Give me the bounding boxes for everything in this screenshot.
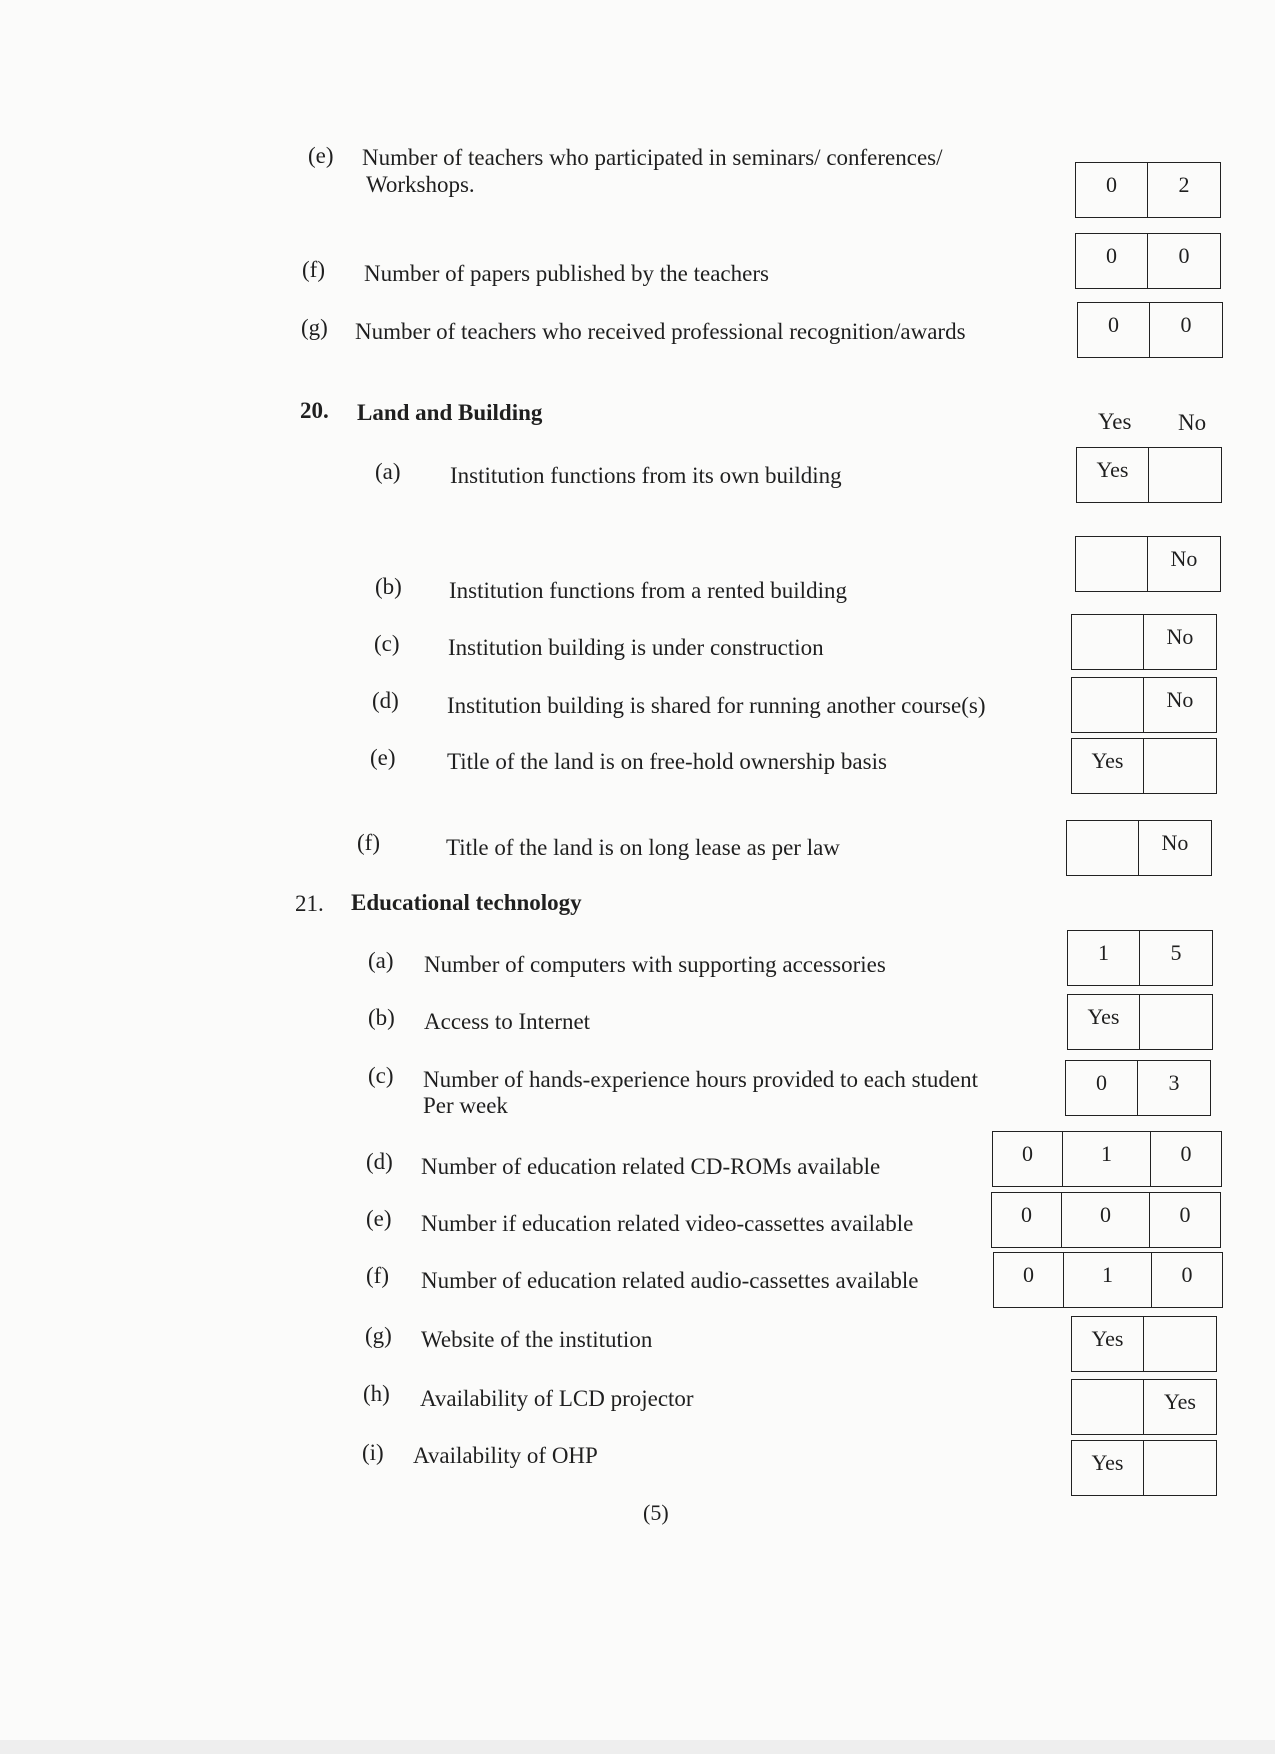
answer-cell: Yes [1077,448,1149,502]
q21-c-text: Number of hands-experience hours provided to each student [423,1067,979,1092]
q21-a-answer-boxes [1067,930,1213,986]
q21-d-label: (d) [366,1149,393,1174]
q20-e-answer-boxes [1071,738,1217,794]
answer-cell: Yes [1072,1441,1144,1495]
q21-i-answer-boxes [1071,1440,1217,1496]
q21-b-text: Access to Internet [424,1009,591,1034]
q21-h-label: (h) [363,1381,390,1406]
scan-edge [0,1740,1275,1754]
q19-g-label: (g) [301,315,328,340]
q20-f-text: Title of the land is on long lease as per law [446,835,840,860]
answer-cell: 5 [1170,940,1182,965]
answer-cell [1144,1317,1216,1371]
answer-cell: 0 [1062,1193,1150,1247]
q20-title: Land and Building [357,400,543,425]
answer-cell: 0 [1078,303,1150,357]
q21-g-text: Website of the institution [421,1327,653,1352]
q21-f-text: Number of education related audio-cassettes available [421,1268,919,1293]
q19-e-answer-boxes [1075,162,1221,218]
q21-h-text: Availability of LCD projector [420,1386,694,1411]
answer-cell [1149,448,1221,502]
q21-e-text: Number if education related video-cassettes available [421,1211,914,1236]
q21-a-label: (a) [368,948,394,973]
q20-b-text: Institution functions from a rented building [449,578,847,603]
answer-cell: No [1166,624,1194,649]
q20-e-label: (e) [370,745,396,770]
q20-a-text: Institution functions from its own building [450,463,842,488]
answer-cell [1144,739,1216,793]
answer-cell: Yes [1072,739,1144,793]
answer-cell: Yes [1068,995,1140,1049]
answer-cell [1144,1441,1216,1495]
q20-f-answer-boxes [1066,820,1212,876]
q19-g-answer-boxes [1077,302,1223,358]
q20-d-text: Institution building is shared for running another course(s) [447,693,986,718]
answer-cell: 1 [1064,1253,1152,1307]
q19-f-text: Number of papers published by the teachers [364,261,769,286]
q21-g-label: (g) [365,1323,392,1348]
q21-c-text-line2: Per week [423,1093,508,1118]
q20-c-label: (c) [374,631,400,656]
q20-d-label: (d) [372,688,399,713]
answer-cell [1072,1380,1144,1434]
q21-f-answer-boxes [993,1252,1223,1308]
answer-cell: 1 [1063,1132,1151,1186]
q20-b-label: (b) [375,574,402,599]
q21-b-answer-boxes [1067,994,1213,1050]
q20-b-answer-boxes [1075,536,1221,592]
page-number: (5) [643,1500,669,1525]
q21-e-label: (e) [366,1206,392,1231]
q20-e-text: Title of the land is on free-hold ownership basis [447,749,887,774]
q21-i-label: (i) [362,1440,384,1465]
q19-e-label: (e) [308,143,334,168]
q21-c-answer-boxes [1065,1060,1211,1116]
answer-cell: 0 [1179,1202,1191,1227]
answer-cell: 0 [1181,1262,1193,1287]
q21-g-answer-boxes [1071,1316,1217,1372]
answer-cell [1140,995,1212,1049]
q21-c-label: (c) [368,1063,394,1088]
answer-cell: 0 [1076,234,1148,288]
q21-e-answer-boxes [991,1192,1221,1248]
q20-col-yes: Yes [1098,409,1132,434]
q21-number: 21. [295,891,324,916]
q20-c-text: Institution building is under construction [448,635,824,660]
q21-d-text: Number of education related CD-ROMs available [421,1154,881,1179]
q21-b-label: (b) [368,1005,395,1030]
q20-d-answer-boxes [1071,677,1217,733]
q21-a-text: Number of computers with supporting accessories [424,952,886,977]
q20-a-answer-boxes [1076,447,1222,503]
q19-f-answer-boxes [1075,233,1221,289]
answer-cell: 1 [1068,931,1140,985]
q20-f-label: (f) [357,830,380,855]
answer-cell [1072,678,1144,732]
q21-h-answer-boxes [1071,1379,1217,1435]
q21-i-text: Availability of OHP [413,1443,598,1468]
q19-e-text-line2: Workshops. [366,172,475,197]
q21-d-answer-boxes [992,1131,1222,1187]
answer-cell [1067,821,1139,875]
answer-cell: No [1161,830,1189,855]
answer-cell: 0 [1076,163,1148,217]
answer-cell: 0 [1180,1141,1192,1166]
answer-cell: 0 [992,1193,1062,1247]
answer-cell: 0 [1180,312,1192,337]
answer-cell: 0 [1178,243,1190,268]
answer-cell: 0 [994,1253,1064,1307]
answer-cell [1072,615,1144,669]
answer-cell: 0 [993,1132,1063,1186]
answer-cell: 0 [1066,1061,1138,1115]
q19-g-text: Number of teachers who received professional recognition/awards [355,319,966,344]
answer-cell: 3 [1168,1070,1180,1095]
answer-cell: Yes [1072,1317,1144,1371]
q20-number: 20. [300,398,329,423]
q19-e-text: Number of teachers who participated in seminars/ conferences/ [362,145,943,170]
answer-cell: No [1170,546,1198,571]
answer-cell: No [1166,687,1194,712]
q20-c-answer-boxes [1071,614,1217,670]
answer-cell [1076,537,1148,591]
q20-col-no: No [1178,410,1207,435]
q19-f-label: (f) [302,257,325,282]
answer-cell: 2 [1178,172,1190,197]
answer-cell: Yes [1163,1389,1196,1414]
q21-title: Educational technology [351,890,582,915]
q21-f-label: (f) [366,1263,389,1288]
q20-a-label: (a) [375,459,401,484]
